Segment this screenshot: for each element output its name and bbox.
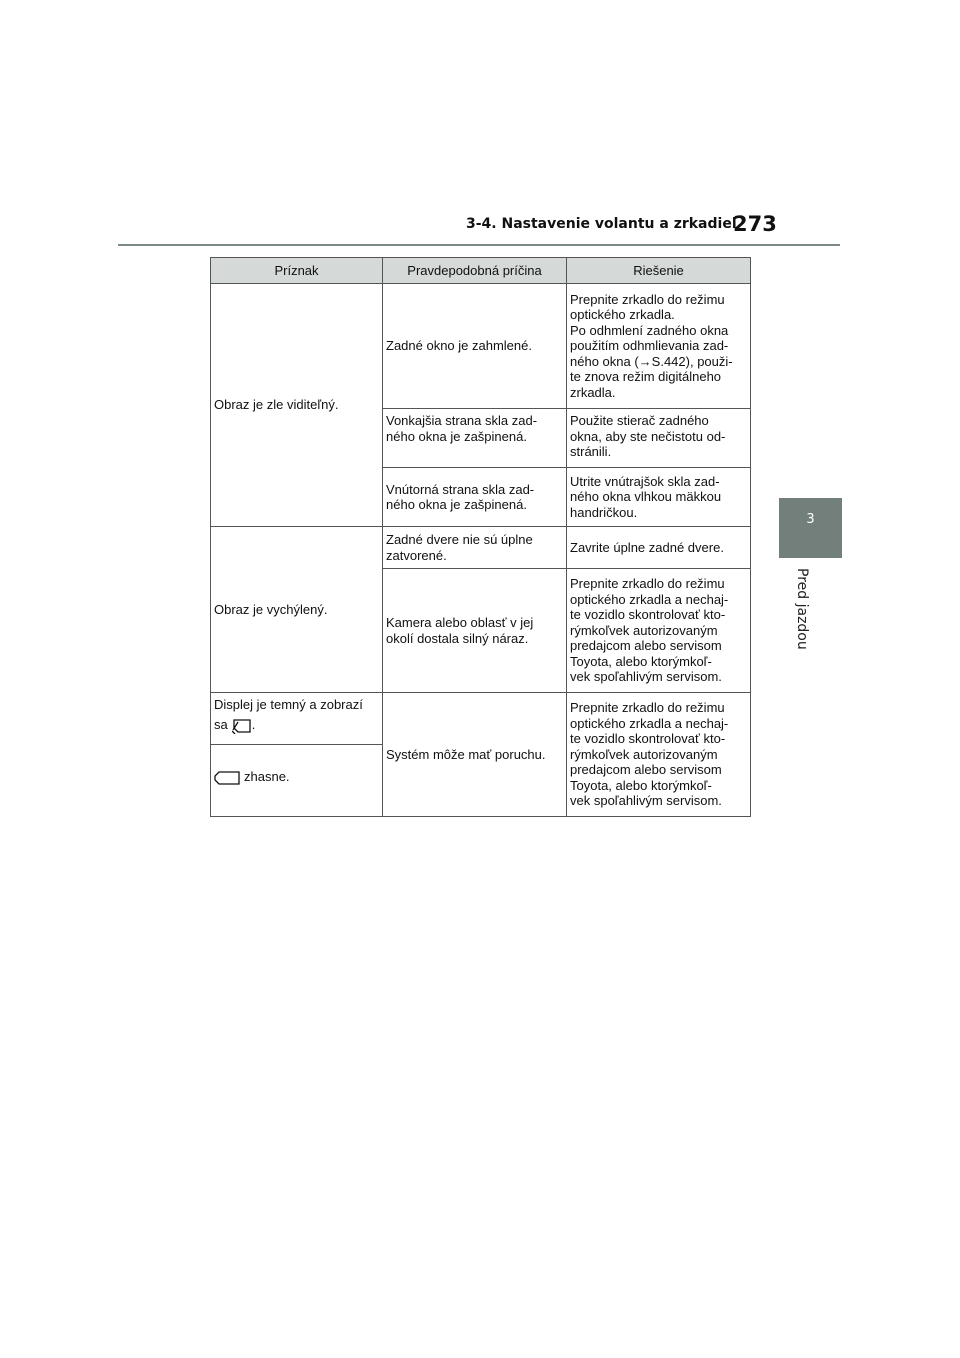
symptom-text: Obraz je zle viditeľný. <box>214 397 339 413</box>
chapter-tab <box>779 498 842 558</box>
digital-mirror-icon <box>214 771 240 785</box>
cause-text: Zadné dvere nie sú úplne zatvorené. <box>386 532 533 563</box>
cause-cell <box>383 284 567 409</box>
troubleshooting-table <box>210 257 751 817</box>
cause-text: Zadné okno je zahmlené. <box>386 338 532 354</box>
symptom-text: Obraz je vychýlený. <box>214 601 328 617</box>
cause-text: Vnútorná strana skla zad- ného okna je zašpinená. <box>386 481 535 512</box>
solution-text: Utrite vnútrajšok skla zad- ného okna vlhkou mäkkou handričkou. <box>570 473 722 520</box>
chapter-number: 3 <box>806 512 815 527</box>
solution-text: Použite stierač zadného okna, aby ste nečistotu od- stránili. <box>570 413 726 459</box>
solution-cell <box>567 693 751 817</box>
solution-text: Prepnite zrkadlo do režimu optického zrkadla a nechaj- te vozidlo skontrolovať kto- rýmkoľvek autorizovaným predajcom alebo servisom Toyota, alebo ktorýmkoľ- vek spoľahlivým servisom. <box>570 700 729 809</box>
symptom-text: zhasne. <box>244 769 290 784</box>
column-header-cause: Pravdepodobná príčina <box>383 258 567 284</box>
solution-cell <box>567 284 751 409</box>
chapter-label: Pred jazdou <box>794 568 810 650</box>
cause-text: Vonkajšia strana skla zad- ného okna je zašpinená. <box>386 413 538 444</box>
symptom-cell <box>211 745 383 817</box>
solution-text: Prepnite zrkadlo do režimu optického zrkadla a nechaj- te vozidlo skontrolovať kto- rýmkoľvek autorizovaným predajcom alebo servisom Toyota, alebo ktorýmkoľ- vek spoľahlivým servisom. <box>570 576 729 685</box>
table-header-row <box>211 258 751 284</box>
solution-text: Zavrite úplne zadné dvere. <box>570 539 724 555</box>
column-header-symptom: Príznak <box>211 258 383 284</box>
solution-cell <box>567 468 751 527</box>
page-header <box>118 212 840 246</box>
symptom-text: . <box>251 717 256 732</box>
symptom-cell <box>211 527 383 693</box>
symptom-cell <box>211 284 383 527</box>
table-row <box>211 693 751 745</box>
cause-cell <box>383 409 567 468</box>
solution-cell <box>567 409 751 468</box>
cause-text: Systém môže mať poruchu. <box>386 746 546 762</box>
table-row <box>211 284 751 409</box>
cause-cell <box>383 468 567 527</box>
digital-mirror-warning-icon <box>232 718 252 734</box>
symptom-text: Displej je temný a zobrazí <box>214 697 363 712</box>
cause-cell <box>383 527 567 569</box>
cause-text: Kamera alebo oblasť v jej okolí dostala silný náraz. <box>386 615 534 646</box>
header-rule <box>118 244 840 246</box>
solution-cell <box>567 569 751 693</box>
table-row <box>211 527 751 569</box>
symptom-cell <box>211 693 383 745</box>
solution-cell <box>567 527 751 569</box>
solution-text: Prepnite zrkadlo do režimu optického zrkadla. Po odhmlení zadného okna použitím odhmlievania zad- ného okna (→S.442), použi- te znova režim digitálneho zrkadla. <box>570 291 733 400</box>
page-number: 273 <box>733 212 777 236</box>
symptom-text: sa <box>214 717 228 732</box>
column-header-solution: Riešenie <box>567 258 751 284</box>
cause-cell <box>383 569 567 693</box>
section-title: 3-4. Nastavenie volantu a zrkadiel <box>466 216 737 232</box>
cause-cell <box>383 693 567 817</box>
